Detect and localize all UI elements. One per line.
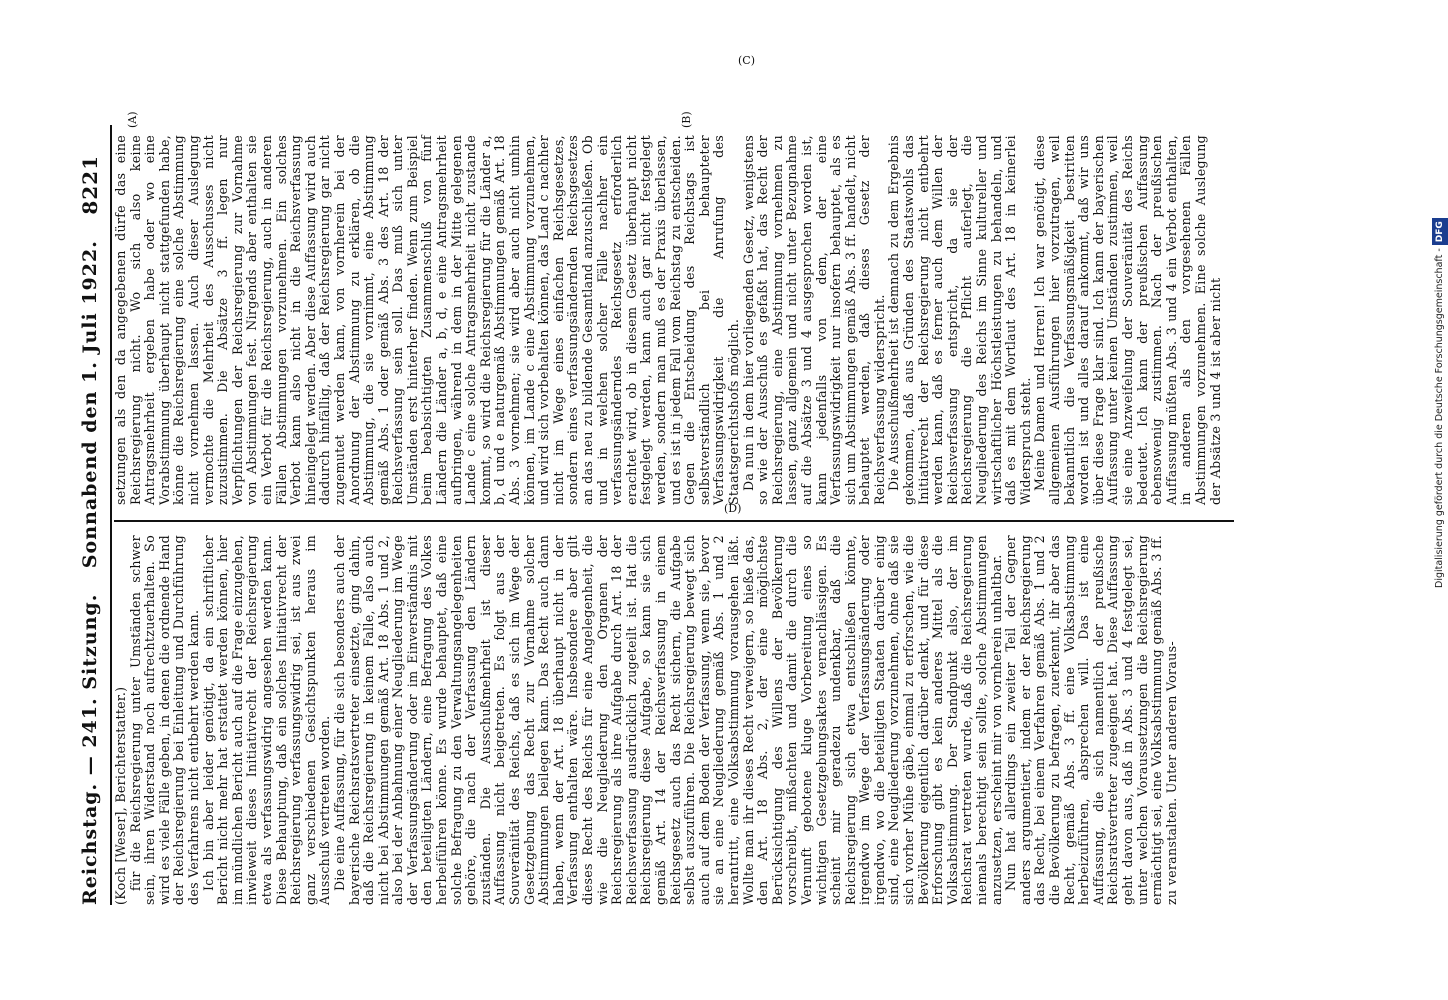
digitization-credit [1418,8,1445,588]
left-paragraph-3: Die eine Auffassung, für die sich besonders auch der bayerische Reichsratsvertreter einsetzte, ging dahin, daß die Reichsregierung in keinem Falle, also auch nicht bei Abstimmungen gemäß Art. 18 Abs. 1 und 2, also bei der Anbahnung einer Neugliederung im Wege der Verfassungsänderung oder im Einverständnis mit den beteiligten Ländern, eine Befragung des Volkes herbeiführen könne. Es wurde behauptet, daß eine solche Befragung zu den Verwaltungsangelegenheiten gehöre, die nach der Verfassung den Ländern zuständen. Die Ausschußmehrheit ist dieser Auffassung nicht beigetreten. Es folgt aus der Souveränität des Reichs, daß es sich im Wege der Gesetzgebung das Recht zur Vornahme solcher Abstimmungen beilegen kann. Das Recht auch dann haben, wenn der Art. 18 überhaupt nicht in der Verfassung enthalten wäre. Insbesondere aber gilt dieses Recht des Reichs für eine Angelegenheit, die wie die Neugliederung den Organen der Reichsregierung als ihre Aufgabe durch Art. 18 der Reichsverfassung ausdrücklich zugeteilt ist. Hat die Reichsregierung diese Aufgabe, so kann sie sich gemäß Art. 14 der Reichsverfassung in einem Reichsgesetz auch das Recht sichern, die Aufgabe selbst auszuführen. Die Reichsregierung bewegt sich auch auf dem Boden der Verfassung, wenn sie, bevor sie an eine Neugliederung gemäß Abs. 1 und 2 herantritt, eine Volksabstimmung vorausgehen läßt. Wollte man ihr dieses Recht verweigern, so hieße das, den Art. 18 Abs. 2, der eine möglichste Berücksichtigung des Willens der Bevölkerung vorschreibt, mißachten und damit die durch die Vernunft gebotene kluge Vorbereitung eines so wichtigen Gesetzgebungsaktes vernachlässigen. Es scheint mir geradezu undenkbar, daß die Reichsregierung sich etwa entschließen könnte, irgendwo im Wege der Verfassungsänderung oder irgendwo, wo die beteiligten Staaten darüber einig sind, eine Neugliederung vorzunehmen, ohne daß sie sich vorher Mühe gäbe, einmal zu erforschen, wie die Bevölkerung eigentlich darüber denkt, und für diese Erforschung gibt es kein anderes Mittel als die Volksabstimmung. Der Standpunkt also, der im Reichsrat vertreten wurde, daß die Reichsregierung niemals berechtigt sein sollte, solche Abstimmungen anzusetzen, erscheint mir von vornherein unhaltbar. [331,535,1004,905]
left-paragraph-1: für die Reichsregierung unter Umständen schwer sein, ihren Widerstand noch aufrechtzuerhalten. So wird es viele Fälle geben, in denen die ordnende Hand der Reichsregierung bei Einleitung und Durchführung des Verfahrens nicht entbehrt werden kann. [127,535,201,905]
right-paragraph-4: Meine Damen und Herren! Ich war genötigt, diese allgemeinen Ausführungen hier vorzutragen, weil bekanntlich die Verfassungsmäßigkeit bestritten worden ist und alles darauf ankommt, daß wir uns über diese Frage klar sind. Ich kann der bayerischen Auffassung unter keinen Umständen zustimmen, weil sie eine Anzweifelung der Souveränität des Reichs bedeutet. Ich kann der preußischen Auffassung ebensowenig zustimmen. Nach der preußischen Auffassung müßten Abs. 3 und 4 ein Verbot enthalten, in anderen als den vorgesehenen Fällen Abstimmungen vorzunehmen. Eine solche Auslegung der Absätze 3 und 4 ist aber nicht [1032,135,1223,505]
header-left: Reichstag. — 241. Sitzung. [79,593,101,905]
margin-marker-a: (A) [126,111,139,128]
header-rule [110,125,112,905]
margin-marker-c: (C) [738,54,755,67]
margin-marker-d: (D) [724,502,742,515]
right-paragraph-1: setzungen als den da angegebenen dürfe das eine Reichsregierung nicht. Wo sich also keine Antragsmehrheit ergeben habe oder wo eine Vorabstimmung überhaupt nicht stattgefunden habe, könne die Reichsregierung eine solche Abstimmung nicht vornehmen lassen. Auch dieser Auslegung vermochte die Mehrheit des Ausschusses nicht zuzustimmen. Die Absätze 3 ff. legen nur Verpflichtungen der Reichsregierung zur Vornahme von Abstimmungen fest. Nirgends aber enthalten sie ein Verbot für die Reichsregierung, auch in anderen Fällen Abstimmungen vorzunehmen. Ein solches Verbot kann also nicht in die Reichsverfassung hineingelegt werden. Aber diese Auffassung wird auch dadurch hinfällig, daß der Reichsregierung gar nicht zugemutet werden kann, von vornherein bei der Anordnung der Abstimmung zu erklären, ob die Abstimmung, die sie vornimmt, eine Abstimmung gemäß Abs. 1 oder gemäß Abs. 3 des Art. 18 der Reichsverfassung sein soll. Das muß sich unter Umständen erst hinterher finden. Wenn zum Beispiel beim beabsichtigten Zusammenschluß von fünf Ländern die Länder a, b, d, e eine Antragsmehrheit aufbringen, während in dem in der Mitte gelegenen Lande c eine solche Antragsmehrheit nicht zustande kommt, so wird die Reichsregierung für die Länder a, b, d und e naturgemäß Abstimmungen gemäß Art. 18 Abs. 3 vornehmen; sie wird aber auch nicht umhin können, im Lande c eine Abstimmung vorzunehmen, und wird sich vorbehalten können, das Land c nachher nicht im Wege eines einfachen Reichsgesetzes, sondern eines verfassungsändernden Reichsgesetzes an das neu zu bildende Gesamtland anzuschließen. Ob und in welchen solcher Fälle nachher ein verfassungsänderndes Reichsgesetz erforderlich erachtet wird, ob in diesem Gesetz überhaupt nicht festgelegt werden, kann auch gar nicht festgelegt werden, sondern man muß es der Praxis überlassen, und es ist in jedem Fall vom Reichstag zu entscheiden. Gegen die Entscheidung des Reichstags ist selbstverständlich bei behaupteter Verfassungswidrigkeit die Anrufung des Staatsgerichtshofs möglich. [113,135,741,505]
right-paragraph-3: Die Ausschußmehrheit ist demnach zu dem Ergebnis gekommen, daß aus Gründen des Staatswohls das Initiativrecht der Reichsregierung nicht entbehrt werden kann, daß es ferner auch dem Willen der Reichsverfassung entspricht, da sie der Reichsregierung die Pflicht auferlegt, die Neugliederung des Reichs im Sinne kultureller und wirtschaftlicher Höchstleistungen zu behandeln, und daß es mit dem Wortlaut des Art. 18 in keinerlei Widerspruch steht. [886,135,1033,505]
left-paragraph-4: Nun hat allerdings ein zweiter Teil der Gegner anders argumentiert, indem er der Reichsregierung das Recht, bei einem Verfahren gemäß Abs. 1 und 2 die Bevölkerung zu befragen, zuerkennt, ihr aber das Recht, gemäß Abs. 3 ff. eine Volksabstimmung herbeizuführen, absprechen will. Das ist eine Auffassung, die sich namentlich der preußische Reichsratsvertreter zugeeignet hat. Diese Auffassung geht davon aus, daß in Abs. 3 und 4 festgelegt sei, unter welchen Voraussetzungen die Reichsregierung ermächtigt sei, eine Volksabstimmung gemäß Abs. 3 ff. zu veranstalten. Unter anderen Voraus- [1003,535,1179,905]
rotated-document-page [30,0,1400,1000]
speaker-label: (Koch [Weser], Berichterstatter.) [113,686,128,905]
margin-marker-b: (B) [680,111,693,128]
dfg-logo: DFG [1432,218,1448,245]
header-center: Sonnabend den 1. Juli 1922. [79,240,101,569]
left-paragraph-2: Ich bin aber leider genötigt, da ein schriftlicher Bericht nicht mehr hat erstattet werden können, hier im mündlichen Bericht auch auf die Frage einzugehen, inwieweit dieses Initiativrecht der Reichsregierung etwa als verfassungswidrig angesehen werden kann. Diese Behauptung, daß ein solches Initiativrecht der Reichsregierung verfassungswidrig sei, ist aus zwei ganz verschiedenen Gesichtspunkten heraus im Ausschuß vertreten worden. [200,535,333,905]
page-header [70,155,110,905]
page-number: 8221 [78,155,102,215]
right-paragraph-2: Da nun in dem hier vorliegenden Gesetz, wenigstens so wie der Ausschuß es gefaßt hat, das Recht der Reichsregierung, eine Abstimmung vornehmen zu lassen, ganz allgemein und nicht unter Bezugnahme auf die Absätze 3 und 4 ausgesprochen worden ist, kann jedenfalls von dem, der eine Verfassungswidrigkeit nur insofern behauptet, als es sich um Abstimmungen gemäß Abs. 3 ff. handelt, nicht behauptet werden, daß dieses Gesetz der Reichsverfassung widerspricht. [740,135,887,505]
credit-text: Digitalisierung gefördert durch die Deutsche Forschungsgemeinschaft - [1434,248,1445,588]
left-column [114,535,1234,905]
right-column [114,135,1234,505]
column-divider [114,520,1234,522]
